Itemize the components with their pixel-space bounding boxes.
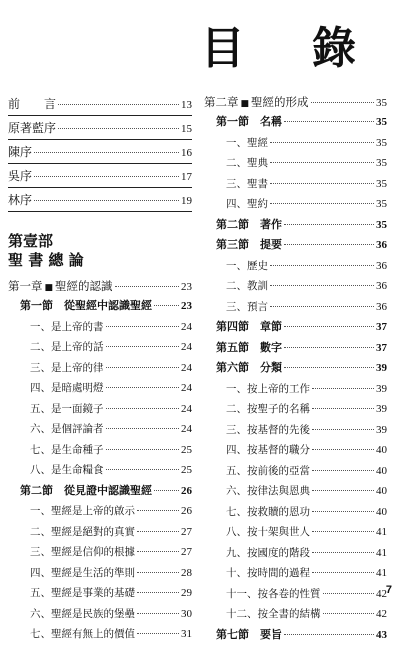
toc-item-page: 26 <box>181 501 192 522</box>
dot-leader <box>323 593 375 594</box>
chapter-number: 第二章 <box>204 92 239 112</box>
toc-item-page: 40 <box>376 481 387 502</box>
dot-leader <box>312 531 374 532</box>
toc-item[interactable] <box>204 481 387 502</box>
toc-item-label: 一、聖經 <box>226 133 268 154</box>
toc-item-label: 四、聖約 <box>226 194 268 215</box>
toc-item[interactable] <box>204 276 387 297</box>
dot-leader <box>106 387 180 388</box>
dot-leader <box>312 470 374 471</box>
toc-item-label: 三、聖書 <box>226 174 268 195</box>
toc-item-page: 35 <box>376 174 387 195</box>
toc-right-column <box>204 92 387 645</box>
dot-leader <box>34 176 179 177</box>
dot-leader <box>270 142 374 143</box>
toc-item[interactable] <box>8 358 192 379</box>
square-bullet-icon: ■ <box>241 94 250 114</box>
section-entry-page: 37 <box>376 317 387 338</box>
toc-item[interactable] <box>204 440 387 461</box>
toc-item-page: 36 <box>376 256 387 277</box>
toc-item-label: 一、歷史 <box>226 256 268 277</box>
front-matter-item-label: 吳序 <box>8 164 32 188</box>
toc-item-label: 六、是個評論者 <box>30 419 104 440</box>
part-title: 聖 書 總 論 <box>8 251 192 270</box>
toc-item-label: 十一、按各卷的性質 <box>226 584 321 605</box>
toc-item-label: 一、按上帝的工作 <box>226 379 310 400</box>
toc-item-label: 二、聖典 <box>226 153 268 174</box>
toc-item-page: 24 <box>181 419 192 440</box>
dot-leader <box>284 367 374 368</box>
dot-leader <box>137 633 179 634</box>
toc-item-page: 39 <box>376 379 387 400</box>
toc-item-page: 40 <box>376 502 387 523</box>
front-matter-entry <box>8 92 192 116</box>
toc-item-page: 35 <box>376 194 387 215</box>
front-matter-item[interactable] <box>8 92 192 116</box>
front-matter-item[interactable] <box>8 164 192 188</box>
front-matter-entry <box>8 140 192 164</box>
chapter-number: 第一章 <box>8 276 43 296</box>
toc-item-page: 39 <box>376 399 387 420</box>
section-entry-label: 第六節 分類 <box>216 358 282 379</box>
toc-item[interactable] <box>8 337 192 358</box>
toc-item[interactable] <box>8 399 192 420</box>
front-matter-entry <box>8 164 192 188</box>
section-entry-page: 23 <box>181 296 192 317</box>
dot-leader <box>106 346 180 347</box>
toc-item-page: 25 <box>181 440 192 461</box>
section-entry[interactable] <box>8 296 192 317</box>
section-entry-page: 35 <box>376 215 387 236</box>
toc-item-page: 24 <box>181 399 192 420</box>
section-entry-label: 第二節 著作 <box>216 215 282 236</box>
dot-leader <box>312 552 374 553</box>
toc-item-page: 27 <box>181 522 192 543</box>
toc-item[interactable] <box>204 133 387 154</box>
dot-leader <box>270 265 374 266</box>
dot-leader <box>137 613 179 614</box>
toc-item-page: 41 <box>376 522 387 543</box>
dot-leader <box>58 104 179 105</box>
dot-leader <box>137 592 179 593</box>
toc-item-page: 39 <box>376 420 387 441</box>
toc-item-page: 24 <box>181 337 192 358</box>
dot-leader <box>106 449 180 450</box>
dot-leader <box>137 551 179 552</box>
toc-item-page: 41 <box>376 563 387 584</box>
section-entry-page: 26 <box>181 481 192 502</box>
toc-item-page: 24 <box>181 378 192 399</box>
toc-item[interactable] <box>204 584 387 605</box>
toc-item[interactable] <box>204 379 387 400</box>
section-entry[interactable] <box>204 215 387 236</box>
toc-item-page: 40 <box>376 461 387 482</box>
toc-item-label: 二、聖經是絕對的真實 <box>30 522 135 543</box>
dot-leader <box>284 326 374 327</box>
front-matter-entry <box>8 116 192 140</box>
toc-item-label: 五、按前後的亞當 <box>226 461 310 482</box>
chapter-page: 23 <box>181 277 192 297</box>
toc-item-label: 八、按十架與世人 <box>226 522 310 543</box>
toc-item-label: 四、是暗處明燈 <box>30 378 104 399</box>
dot-leader <box>270 203 374 204</box>
toc-item-label: 一、是上帝的書 <box>30 317 104 338</box>
toc-item-label: 一、聖經是上帝的啟示 <box>30 501 135 522</box>
chapter-heading[interactable] <box>204 92 387 112</box>
dot-leader <box>312 429 374 430</box>
front-matter-item-page: 17 <box>181 165 192 189</box>
toc-item-label: 七、是生命種子 <box>30 440 104 461</box>
page-number: 7 <box>386 584 392 596</box>
dot-leader <box>312 572 374 573</box>
dot-leader <box>284 121 374 122</box>
toc-item-label: 九、按國度的階段 <box>226 543 310 564</box>
toc-item-label: 七、聖經有無上的價值 <box>30 624 135 645</box>
toc-item[interactable] <box>8 440 192 461</box>
dot-leader <box>312 408 374 409</box>
dot-leader <box>312 490 374 491</box>
toc-item-label: 三、聖經是信仰的根據 <box>30 542 135 563</box>
toc-item-label: 二、教訓 <box>226 276 268 297</box>
toc-item-label: 十、按時間的過程 <box>226 563 310 584</box>
toc-item-page: 36 <box>376 276 387 297</box>
toc-item-label: 五、聖經是事業的基礎 <box>30 583 135 604</box>
chapter-heading[interactable] <box>8 276 192 296</box>
dot-leader <box>106 326 180 327</box>
dot-leader <box>270 285 374 286</box>
section-entry[interactable] <box>204 625 387 645</box>
section-entry-label: 第五節 數字 <box>216 338 282 359</box>
dot-leader <box>312 511 374 512</box>
toc-item[interactable] <box>204 153 387 174</box>
toc-item[interactable] <box>8 563 192 584</box>
toc-item-page: 30 <box>181 604 192 625</box>
dot-leader <box>270 183 374 184</box>
front-matter-entry <box>8 188 192 212</box>
toc-item[interactable] <box>8 419 192 440</box>
toc-item[interactable] <box>204 399 387 420</box>
toc-item-page: 41 <box>376 543 387 564</box>
front-matter-item-page: 15 <box>181 117 192 141</box>
toc-item[interactable] <box>8 378 192 399</box>
dot-leader <box>115 286 179 287</box>
toc-item-page: 35 <box>376 133 387 154</box>
dot-leader <box>106 367 180 368</box>
toc-item-label: 三、預言 <box>226 297 268 318</box>
chapter-page: 35 <box>376 93 387 113</box>
dot-leader <box>34 200 179 201</box>
section-entry-label: 第四節 章節 <box>216 317 282 338</box>
toc-item-label: 五、是一面鏡子 <box>30 399 104 420</box>
front-matter-item-page: 19 <box>181 189 192 213</box>
chapter-title: 聖經的形成 <box>251 92 309 112</box>
toc-item-page: 27 <box>181 542 192 563</box>
toc-item-page: 42 <box>376 604 387 625</box>
section-entry-page: 39 <box>376 358 387 379</box>
toc-item-page: 42 <box>376 584 387 605</box>
toc-item[interactable] <box>8 317 192 338</box>
toc-item[interactable] <box>8 604 192 625</box>
toc-item-label: 六、聖經是民族的堡壘 <box>30 604 135 625</box>
section-entry-label: 第二節 從見證中認識聖經 <box>20 481 152 502</box>
dot-leader <box>106 428 180 429</box>
dot-leader <box>58 128 179 129</box>
section-entry-page: 35 <box>376 112 387 133</box>
section-entry[interactable] <box>204 235 387 256</box>
toc-item-label: 七、按救贖的恩功 <box>226 502 310 523</box>
section-entry[interactable] <box>204 317 387 338</box>
dot-leader <box>106 469 180 470</box>
dot-leader <box>312 449 374 450</box>
toc-item-page: 24 <box>181 358 192 379</box>
chapter-2 <box>204 92 387 645</box>
toc-item-label: 三、按基督的先後 <box>226 420 310 441</box>
front-matter-list <box>8 92 192 212</box>
toc-item-label: 四、聖經是生活的準則 <box>30 563 135 584</box>
front-matter-item[interactable] <box>8 188 192 212</box>
toc-item[interactable] <box>204 543 387 564</box>
section-entry[interactable] <box>8 481 192 502</box>
front-matter-item-label: 前 言 <box>8 92 56 116</box>
toc-item-page: 40 <box>376 440 387 461</box>
dot-leader <box>137 510 179 511</box>
toc-item-page: 24 <box>181 317 192 338</box>
front-matter-item-page: 16 <box>181 141 192 165</box>
toc-item-label: 六、按律法與恩典 <box>226 481 310 502</box>
toc-item[interactable] <box>204 604 387 625</box>
dot-leader <box>323 613 375 614</box>
front-matter-item-label: 林序 <box>8 188 32 212</box>
toc-item-label: 十二、按全書的結構 <box>226 604 321 625</box>
toc-item-label: 三、是上帝的律 <box>30 358 104 379</box>
chapter-title: 聖經的認識 <box>55 276 113 296</box>
dot-leader <box>137 531 179 532</box>
dot-leader <box>137 572 179 573</box>
toc-item[interactable] <box>8 542 192 563</box>
dot-leader <box>284 224 374 225</box>
front-matter-item-label: 原著藍序 <box>8 116 56 140</box>
toc-item[interactable] <box>204 297 387 318</box>
section-entry-page: 36 <box>376 235 387 256</box>
toc-item-page: 25 <box>181 460 192 481</box>
dot-leader <box>154 490 179 491</box>
toc-item-label: 八、是生命糧食 <box>30 460 104 481</box>
toc-item-page: 28 <box>181 563 192 584</box>
toc-item-page: 36 <box>376 297 387 318</box>
dot-leader <box>270 306 374 307</box>
dot-leader <box>284 634 374 635</box>
section-entry[interactable] <box>204 112 387 133</box>
toc-item[interactable] <box>204 256 387 277</box>
toc-item[interactable] <box>204 461 387 482</box>
toc-item-label: 四、按基督的職分 <box>226 440 310 461</box>
toc-item-page: 29 <box>181 583 192 604</box>
dot-leader <box>311 102 374 103</box>
section-entry-label: 第七節 要旨 <box>216 625 282 645</box>
toc-item[interactable] <box>8 460 192 481</box>
toc-item[interactable] <box>204 502 387 523</box>
toc-item[interactable] <box>8 501 192 522</box>
part-number: 第壹部 <box>8 232 192 251</box>
front-matter-item-label: 陳序 <box>8 140 32 164</box>
toc-item[interactable] <box>204 420 387 441</box>
toc-item-label: 二、按聖子的名稱 <box>226 399 310 420</box>
section-entry-label: 第一節 從聖經中認識聖經 <box>20 296 152 317</box>
toc-left-column <box>8 92 192 645</box>
toc-item[interactable] <box>204 194 387 215</box>
toc-item-label: 二、是上帝的話 <box>30 337 104 358</box>
toc-item[interactable] <box>204 522 387 543</box>
section-entry[interactable] <box>204 358 387 379</box>
dot-leader <box>154 305 179 306</box>
front-matter-item-page: 13 <box>181 93 192 117</box>
front-matter-item[interactable] <box>8 140 192 164</box>
part-heading <box>8 232 192 270</box>
toc-item[interactable] <box>8 522 192 543</box>
dot-leader <box>34 152 179 153</box>
square-bullet-icon: ■ <box>45 278 54 298</box>
front-matter-item[interactable] <box>8 116 192 140</box>
dot-leader <box>312 388 374 389</box>
toc-item[interactable] <box>8 624 192 645</box>
toc-item-page: 31 <box>181 624 192 645</box>
section-entry-label: 第一節 名稱 <box>216 112 282 133</box>
dot-leader <box>284 347 374 348</box>
section-entry-label: 第三節 提要 <box>216 235 282 256</box>
dot-leader <box>284 244 374 245</box>
toc-item-page: 35 <box>376 153 387 174</box>
page-title: 目 錄 <box>201 12 382 76</box>
dot-leader <box>270 162 374 163</box>
toc-item[interactable] <box>8 583 192 604</box>
dot-leader <box>106 408 180 409</box>
section-entry-page: 37 <box>376 338 387 359</box>
section-entry[interactable] <box>204 338 387 359</box>
section-entry-page: 43 <box>376 625 387 645</box>
toc-item[interactable] <box>204 174 387 195</box>
toc-item[interactable] <box>204 563 387 584</box>
chapter-1 <box>8 276 192 645</box>
